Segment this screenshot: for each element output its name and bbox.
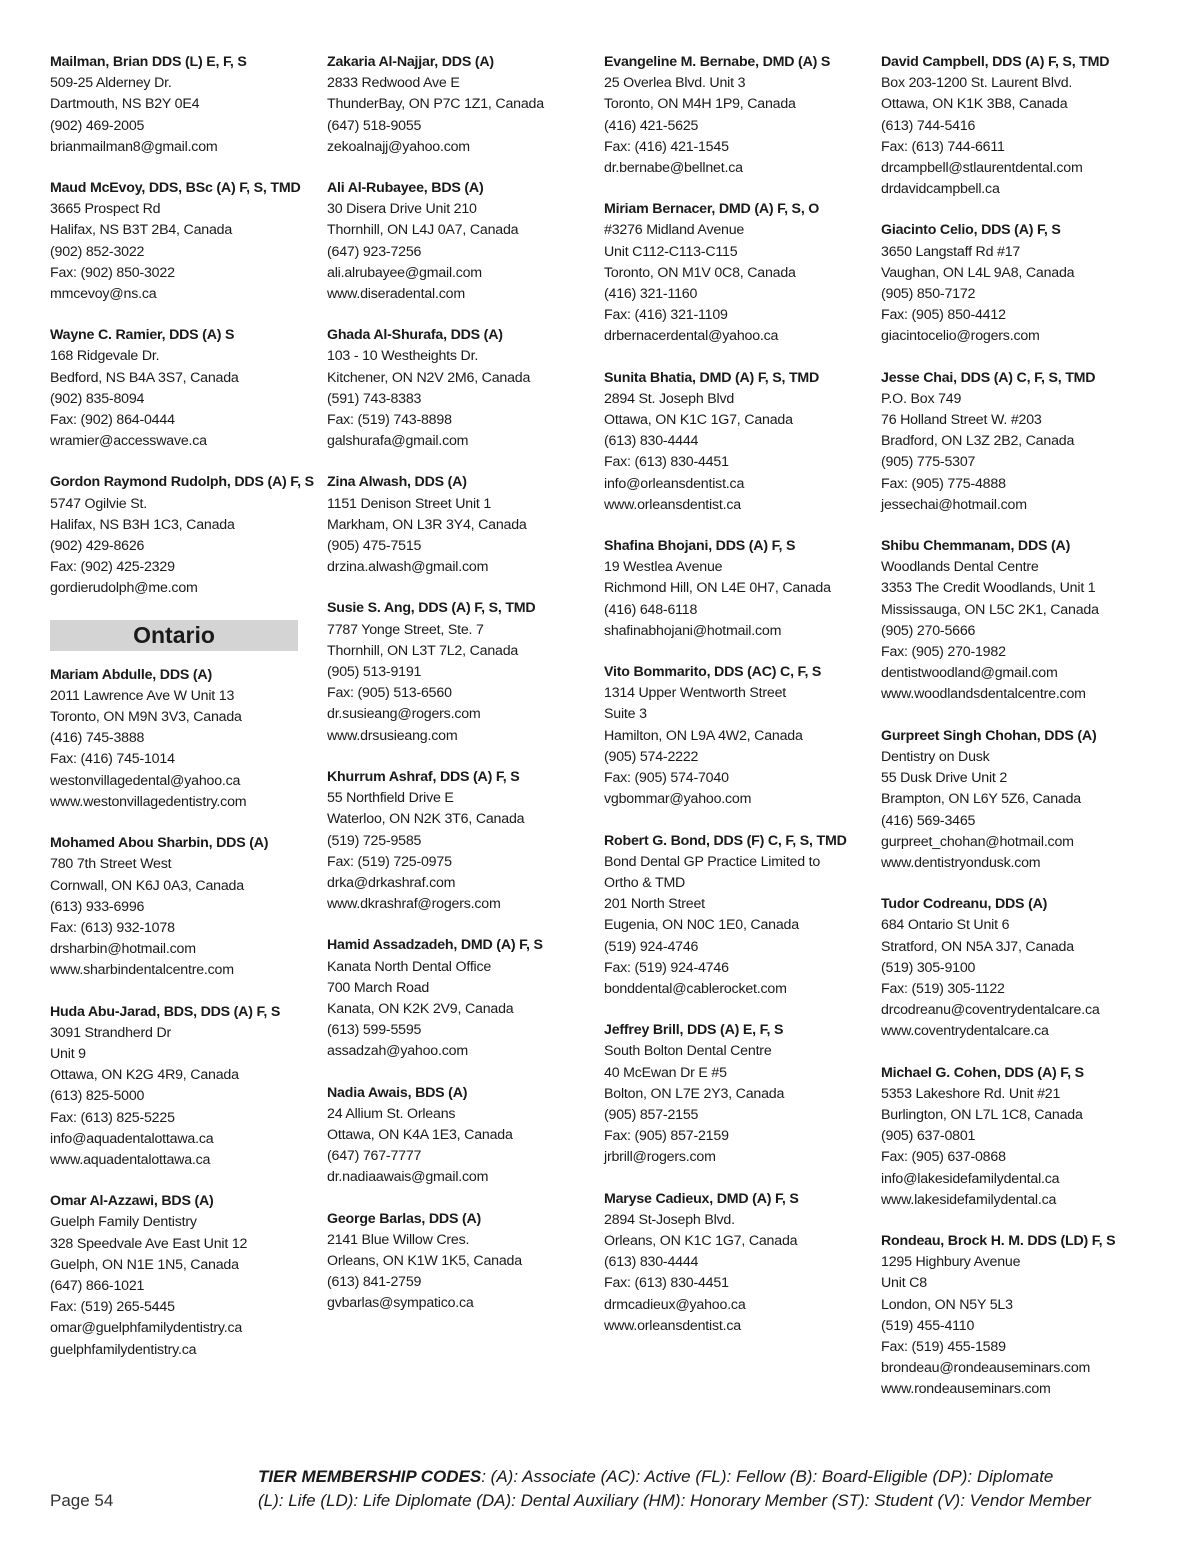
entry-detail-line: P.O. Box 749 bbox=[881, 390, 962, 407]
entry-detail-line: Fax: (613) 932-1078 bbox=[50, 919, 175, 936]
entry-detail-line: Fax: (416) 321-1109 bbox=[604, 307, 728, 324]
entry-detail-line: Waterloo, ON N2K 3T6, Canada bbox=[327, 811, 525, 828]
entry-detail-line: drbernacerdental@yahoo.ca bbox=[604, 328, 779, 345]
tier-codes-legend bbox=[258, 1465, 1158, 1513]
entry-detail-line: Thornhill, ON L4J 0A7, Canada bbox=[327, 222, 519, 239]
entry-detail-line: ThunderBay, ON P7C 1Z1, Canada bbox=[327, 96, 544, 113]
directory-entry bbox=[881, 52, 1149, 200]
region-heading: Ontario bbox=[50, 620, 298, 651]
entry-detail-line: Fax: (902) 850-3022 bbox=[50, 264, 175, 281]
entry-detail-line: (519) 455-4110 bbox=[881, 1317, 975, 1334]
entry-detail-line: 19 Westlea Avenue bbox=[604, 559, 723, 576]
entry-detail-line: Fax: (519) 265-5445 bbox=[50, 1299, 175, 1316]
entry-detail-line: dentistwoodland@gmail.com bbox=[881, 665, 1058, 682]
entry-detail-line: shafinabhojani@hotmail.com bbox=[604, 622, 782, 639]
entry-detail-line: Richmond Hill, ON L4E 0H7, Canada bbox=[604, 580, 831, 597]
entry-name: Ali Al-Rubayee, BDS (A) bbox=[327, 180, 484, 197]
entry-detail-line: Bradford, ON L3Z 2B2, Canada bbox=[881, 433, 1075, 450]
entry-name: Tudor Codreanu, DDS (A) bbox=[881, 896, 1048, 913]
entry-detail-line: (416) 321-1160 bbox=[604, 286, 698, 303]
entry-detail-line: 3665 Prospect Rd bbox=[50, 201, 161, 218]
entry-detail-line: Fax: (613) 825-5225 bbox=[50, 1109, 175, 1126]
entry-detail-line: (647) 518-9055 bbox=[327, 117, 422, 134]
entry-detail-line: 201 North Street bbox=[604, 896, 705, 913]
entry-detail-line: Fax: (905) 270-1982 bbox=[881, 644, 1006, 661]
entry-detail-line: drdavidcampbell.ca bbox=[881, 181, 1000, 198]
entry-detail-line: Fax: (905) 637-0868 bbox=[881, 1149, 1006, 1166]
entry-detail-line: (905) 637-0801 bbox=[881, 1128, 976, 1145]
directory-entry bbox=[327, 178, 595, 305]
entry-name: Gordon Raymond Rudolph, DDS (A) F, S bbox=[50, 474, 314, 491]
column-3 bbox=[604, 52, 872, 1357]
entry-detail-line: Fax: (519) 743-8898 bbox=[327, 412, 452, 429]
entry-detail-line: Unit 9 bbox=[50, 1045, 86, 1062]
entry-detail-line: dr.bernabe@bellnet.ca bbox=[604, 160, 743, 177]
entry-detail-line: drzina.alwash@gmail.com bbox=[327, 559, 489, 576]
entry-detail-line: 168 Ridgevale Dr. bbox=[50, 348, 160, 365]
column-4 bbox=[881, 52, 1149, 1421]
entry-detail-line: Toronto, ON M9N 3V3, Canada bbox=[50, 709, 242, 726]
entry-detail-line: omar@guelphfamilydentistry.ca bbox=[50, 1320, 243, 1337]
directory-entry bbox=[881, 726, 1149, 874]
directory-entry bbox=[50, 665, 318, 813]
directory-entry bbox=[604, 1020, 872, 1168]
entry-detail-line: (905) 857-2155 bbox=[604, 1106, 699, 1123]
entry-name: Jesse Chai, DDS (A) C, F, S, TMD bbox=[881, 369, 1096, 386]
entry-detail-line: gvbarlas@sympatico.ca bbox=[327, 1295, 474, 1312]
entry-detail-line: brondeau@rondeauseminars.com bbox=[881, 1360, 1091, 1377]
entry-detail-line: Fax: (519) 455-1589 bbox=[881, 1338, 1006, 1355]
entry-detail-line: 55 Northfield Drive E bbox=[327, 790, 454, 807]
entry-detail-line: London, ON N5Y 5L3 bbox=[881, 1296, 1013, 1313]
entry-detail-line: Fax: (905) 574-7040 bbox=[604, 770, 729, 787]
directory-entry bbox=[881, 220, 1149, 347]
entry-detail-line: Fax: (416) 745-1014 bbox=[50, 751, 175, 768]
entry-detail-line: www.drsusieang.com bbox=[327, 727, 458, 744]
entry-detail-line: drcodreanu@coventrydentalcare.ca bbox=[881, 1002, 1100, 1019]
directory-entry bbox=[604, 368, 872, 516]
entry-name: Mailman, Brian DDS (L) E, F, S bbox=[50, 54, 247, 70]
entry-detail-line: (519) 924-4746 bbox=[604, 938, 699, 955]
entry-detail-line: Bond Dental GP Practice Limited to bbox=[604, 853, 821, 870]
entry-detail-line: Halifax, NS B3H 1C3, Canada bbox=[50, 516, 235, 533]
entry-detail-line: (647) 767-7777 bbox=[327, 1148, 422, 1165]
entry-detail-line: zekoalnajj@yahoo.com bbox=[327, 138, 470, 155]
entry-detail-line: jessechai@hotmail.com bbox=[881, 496, 1027, 513]
column-1-after bbox=[50, 665, 318, 1361]
entry-detail-line: 24 Allium St. Orleans bbox=[327, 1105, 456, 1122]
directory-entry bbox=[50, 178, 318, 305]
entry-detail-line: 328 Speedvale Ave East Unit 12 bbox=[50, 1235, 248, 1252]
entry-detail-line: (591) 743-8383 bbox=[327, 390, 422, 407]
entry-detail-line: (416) 569-3465 bbox=[881, 812, 976, 829]
entry-name: David Campbell, DDS (A) F, S, TMD bbox=[881, 54, 1110, 70]
entry-detail-line: www.woodlandsdentalcentre.com bbox=[881, 686, 1086, 703]
column-1-before bbox=[50, 52, 318, 600]
entry-detail-line: 5747 Ogilvie St. bbox=[50, 495, 147, 512]
entry-detail-line: Mississauga, ON L5C 2K1, Canada bbox=[881, 601, 1099, 618]
entry-name: Jeffrey Brill, DDS (A) E, F, S bbox=[604, 1022, 784, 1039]
entry-detail-line: (613) 830-4444 bbox=[604, 1254, 699, 1271]
entry-detail-line: Kanata North Dental Office bbox=[327, 958, 492, 975]
entry-name: Michael G. Cohen, DDS (A) F, S bbox=[881, 1064, 1084, 1081]
entry-detail-line: 2833 Redwood Ave E bbox=[327, 75, 460, 92]
column-2-list bbox=[327, 52, 595, 1315]
entry-name: Hamid Assadzadeh, DMD (A) F, S bbox=[327, 937, 543, 954]
entry-detail-line: Fax: (519) 305-1122 bbox=[881, 980, 1005, 997]
entry-name: Huda Abu-Jarad, BDS, DDS (A) F, S bbox=[50, 1003, 281, 1020]
entry-name: Khurrum Ashraf, DDS (A) F, S bbox=[327, 768, 520, 785]
entry-detail-line: (613) 830-4444 bbox=[604, 433, 699, 450]
entry-detail-line: (613) 825-5000 bbox=[50, 1088, 145, 1105]
directory-entry bbox=[604, 52, 872, 179]
entry-detail-line: www.orleansdentist.ca bbox=[604, 1317, 741, 1334]
page-number: Page 54 bbox=[50, 1491, 114, 1510]
entry-detail-line: Ottawa, ON K1K 3B8, Canada bbox=[881, 96, 1068, 113]
entry-detail-line: Cornwall, ON K6J 0A3, Canada bbox=[50, 877, 244, 894]
entry-detail-line: drmcadieux@yahoo.ca bbox=[604, 1296, 746, 1313]
entry-detail-line: Eugenia, ON N0C 1E0, Canada bbox=[604, 917, 799, 934]
entry-detail-line: Fax: (905) 857-2159 bbox=[604, 1128, 729, 1145]
entry-detail-line: (416) 648-6118 bbox=[604, 601, 698, 618]
entry-name: George Barlas, DDS (A) bbox=[327, 1210, 482, 1227]
entry-detail-line: dr.susieang@rogers.com bbox=[327, 706, 481, 723]
entry-detail-line: Orleans, ON K1W 1K5, Canada bbox=[327, 1252, 522, 1269]
directory-entry bbox=[327, 598, 595, 746]
entry-detail-line: 7787 Yonge Street, Ste. 7 bbox=[327, 621, 484, 638]
entry-detail-line: Fax: (613) 744-6611 bbox=[881, 138, 1005, 155]
directory-entry bbox=[50, 1002, 318, 1172]
entry-name: Shafina Bhojani, DDS (A) F, S bbox=[604, 538, 796, 555]
entry-detail-line: Thornhill, ON L3T 7L2, Canada bbox=[327, 642, 519, 659]
tier-codes-text-1: : (A): Associate (AC): Active (FL): Fellow (B): Board-Eligible (DP): Diplomate bbox=[481, 1467, 1054, 1486]
entry-detail-line: drcampbell@stlaurentdental.com bbox=[881, 160, 1083, 177]
tier-codes-line-1 bbox=[258, 1465, 1158, 1489]
entry-detail-line: (613) 599-5595 bbox=[327, 1022, 422, 1039]
entry-detail-line: 2141 Blue Willow Cres. bbox=[327, 1231, 470, 1248]
entry-detail-line: galshurafa@gmail.com bbox=[327, 433, 469, 450]
entry-detail-line: (905) 475-7515 bbox=[327, 538, 422, 555]
entry-detail-line: Toronto, ON M1V 0C8, Canada bbox=[604, 264, 796, 281]
entry-detail-line: Toronto, ON M4H 1P9, Canada bbox=[604, 96, 796, 113]
entry-detail-line: 3650 Langstaff Rd #17 bbox=[881, 243, 1021, 260]
entry-name: Vito Bommarito, DDS (AC) C, F, S bbox=[604, 664, 822, 681]
entry-detail-line: Stratford, ON N5A 3J7, Canada bbox=[881, 938, 1074, 955]
entry-name: Omar Al-Azzawi, BDS (A) bbox=[50, 1193, 214, 1210]
entry-name: Sunita Bhatia, DMD (A) F, S, TMD bbox=[604, 369, 820, 386]
entry-detail-line: 76 Holland Street W. #203 bbox=[881, 412, 1042, 429]
entry-detail-line: Suite 3 bbox=[604, 706, 647, 723]
entry-name: Maryse Cadieux, DMD (A) F, S bbox=[604, 1190, 799, 1207]
entry-detail-line: giacintocelio@rogers.com bbox=[881, 328, 1040, 345]
directory-entry bbox=[50, 472, 318, 599]
directory-entry bbox=[604, 662, 872, 810]
entry-detail-line: bonddental@cablerocket.com bbox=[604, 980, 787, 997]
directory-entry bbox=[881, 1063, 1149, 1211]
directory-entry bbox=[50, 325, 318, 452]
entry-name: Susie S. Ang, DDS (A) F, S, TMD bbox=[327, 600, 536, 617]
entry-detail-line: 780 7th Street West bbox=[50, 856, 172, 873]
entry-detail-line: Woodlands Dental Centre bbox=[881, 559, 1039, 576]
entry-detail-line: www.sharbindentalcentre.com bbox=[50, 962, 234, 979]
directory-entry bbox=[327, 767, 595, 915]
directory-entry bbox=[881, 536, 1149, 706]
entry-detail-line: 1314 Upper Wentworth Street bbox=[604, 685, 787, 702]
directory-entry bbox=[327, 325, 595, 452]
entry-detail-line: www.orleansdentist.ca bbox=[604, 496, 741, 513]
entry-detail-line: Orleans, ON K1C 1G7, Canada bbox=[604, 1232, 798, 1249]
entry-detail-line: 700 March Road bbox=[327, 979, 430, 996]
entry-detail-line: Ortho & TMD bbox=[604, 874, 686, 891]
tier-codes-line-2: (L): Life (LD): Life Diplomate (DA): Dental Auxiliary (HM): Honorary Member (ST): Student (V): Vendor Member bbox=[258, 1491, 1091, 1510]
entry-name: Gurpreet Singh Chohan, DDS (A) bbox=[881, 727, 1097, 744]
entry-detail-line: Fax: (519) 725-0975 bbox=[327, 853, 452, 870]
entry-detail-line: Fax: (902) 425-2329 bbox=[50, 559, 175, 576]
entry-detail-line: Dartmouth, NS B2Y 0E4 bbox=[50, 96, 200, 113]
entry-detail-line: Fax: (613) 830-4451 bbox=[604, 454, 729, 471]
entry-detail-line: www.dkrashraf@rogers.com bbox=[327, 896, 501, 913]
entry-detail-line: www.dentistryondusk.com bbox=[881, 854, 1041, 871]
entry-detail-line: Fax: (416) 421-1545 bbox=[604, 138, 729, 155]
entry-detail-line: Fax: (905) 850-4412 bbox=[881, 307, 1006, 324]
entry-detail-line: 5353 Lakeshore Rd. Unit #21 bbox=[881, 1085, 1061, 1102]
entry-detail-line: Halifax, NS B3T 2B4, Canada bbox=[50, 222, 233, 239]
entry-detail-line: 25 Overlea Blvd. Unit 3 bbox=[604, 75, 746, 92]
entry-detail-line: Kanata, ON K2K 2V9, Canada bbox=[327, 1000, 514, 1017]
entry-detail-line: gordierudolph@me.com bbox=[50, 580, 198, 597]
entry-detail-line: #3276 Midland Avenue bbox=[604, 222, 745, 239]
directory-entry bbox=[604, 536, 872, 642]
entry-name: Miriam Bernacer, DMD (A) F, S, O bbox=[604, 201, 820, 218]
entry-name: Ghada Al-Shurafa, DDS (A) bbox=[327, 327, 503, 344]
entry-detail-line: (905) 270-5666 bbox=[881, 622, 976, 639]
entry-name: Nadia Awais, BDS (A) bbox=[327, 1084, 468, 1101]
entry-detail-line: www.coventrydentalcare.ca bbox=[881, 1023, 1049, 1040]
directory-entry bbox=[327, 1083, 595, 1189]
directory-entry bbox=[881, 894, 1149, 1042]
directory-entry bbox=[881, 1231, 1149, 1401]
entry-detail-line: Ottawa, ON K1C 1G7, Canada bbox=[604, 412, 793, 429]
entry-detail-line: 1151 Denison Street Unit 1 bbox=[327, 495, 492, 512]
entry-detail-line: drsharbin@hotmail.com bbox=[50, 941, 196, 958]
entry-detail-line: 2894 St-Joseph Blvd. bbox=[604, 1211, 735, 1228]
entry-detail-line: Bedford, NS B4A 3S7, Canada bbox=[50, 369, 239, 386]
entry-detail-line: (902) 469-2005 bbox=[50, 117, 145, 134]
entry-detail-line: drka@drkashraf.com bbox=[327, 874, 456, 891]
entry-detail-line: vgbommar@yahoo.com bbox=[604, 791, 752, 808]
entry-detail-line: Hamilton, ON L9A 4W2, Canada bbox=[604, 727, 803, 744]
entry-detail-line: mmcevoy@ns.ca bbox=[50, 286, 157, 303]
entry-name: Evangeline M. Bernabe, DMD (A) S bbox=[604, 54, 831, 70]
entry-detail-line: (416) 421-5625 bbox=[604, 117, 699, 134]
directory-entry bbox=[327, 472, 595, 578]
column-2 bbox=[327, 52, 595, 1335]
directory-entry bbox=[881, 368, 1149, 516]
entry-detail-line: brianmailman8@gmail.com bbox=[50, 138, 218, 155]
entry-detail-line: www.westonvillagedentistry.com bbox=[50, 793, 247, 810]
entry-detail-line: (519) 725-9585 bbox=[327, 832, 422, 849]
entry-name: Mohamed Abou Sharbin, DDS (A) bbox=[50, 835, 269, 852]
entry-detail-line: 40 McEwan Dr E #5 bbox=[604, 1064, 727, 1081]
entry-detail-line: Ottawa, ON K2G 4R9, Canada bbox=[50, 1067, 239, 1084]
entry-name: Robert G. Bond, DDS (F) C, F, S, TMD bbox=[604, 832, 847, 849]
directory-entry bbox=[604, 199, 872, 347]
entry-detail-line: Kitchener, ON N2V 2M6, Canada bbox=[327, 369, 531, 386]
entry-detail-line: ali.alrubayee@gmail.com bbox=[327, 264, 482, 281]
entry-detail-line: (902) 429-8626 bbox=[50, 538, 145, 555]
entry-detail-line: (902) 852-3022 bbox=[50, 243, 145, 260]
entry-detail-line: info@orleansdentist.ca bbox=[604, 475, 745, 492]
entry-detail-line: (905) 850-7172 bbox=[881, 286, 976, 303]
entry-detail-line: Burlington, ON L7L 1C8, Canada bbox=[881, 1106, 1083, 1123]
entry-detail-line: 1295 Highbury Avenue bbox=[881, 1254, 1021, 1271]
entry-detail-line: Fax: (613) 830-4451 bbox=[604, 1275, 729, 1292]
tier-codes-label: TIER MEMBERSHIP CODES bbox=[258, 1467, 482, 1486]
directory-entry bbox=[50, 833, 318, 981]
entry-detail-line: (905) 574-2222 bbox=[604, 748, 699, 765]
directory-entry bbox=[604, 1189, 872, 1337]
entry-detail-line: Ottawa, ON K4A 1E3, Canada bbox=[327, 1126, 513, 1143]
entry-detail-line: Dentistry on Dusk bbox=[881, 748, 990, 765]
column-4-list bbox=[881, 52, 1149, 1401]
directory-entry bbox=[327, 1209, 595, 1315]
entry-detail-line: (613) 933-6996 bbox=[50, 898, 145, 915]
entry-name: Maud McEvoy, DDS, BSc (A) F, S, TMD bbox=[50, 180, 301, 197]
entry-detail-line: (647) 866-1021 bbox=[50, 1277, 145, 1294]
entry-detail-line: gurpreet_chohan@hotmail.com bbox=[881, 833, 1074, 850]
entry-detail-line: Fax: (905) 513-6560 bbox=[327, 685, 452, 702]
entry-detail-line: 103 - 10 Westheights Dr. bbox=[327, 348, 479, 365]
entry-detail-line: www.diseradental.com bbox=[327, 286, 465, 303]
entry-detail-line: guelphfamilydentistry.ca bbox=[50, 1341, 197, 1358]
entry-detail-line: 2894 St. Joseph Blvd bbox=[604, 390, 735, 407]
entry-detail-line: Bolton, ON L7E 2Y3, Canada bbox=[604, 1085, 785, 1102]
entry-detail-line: (905) 775-5307 bbox=[881, 454, 976, 471]
entry-detail-line: jrbrill@rogers.com bbox=[604, 1149, 716, 1166]
entry-detail-line: www.lakesidefamilydental.ca bbox=[881, 1191, 1057, 1208]
directory-entry bbox=[327, 52, 595, 158]
entry-detail-line: 3091 Strandherd Dr bbox=[50, 1024, 172, 1041]
entry-detail-line: www.rondeauseminars.com bbox=[881, 1381, 1051, 1398]
entry-detail-line: 55 Dusk Drive Unit 2 bbox=[881, 770, 1008, 787]
entry-detail-line: Fax: (905) 775-4888 bbox=[881, 475, 1006, 492]
entry-detail-line: assadzah@yahoo.com bbox=[327, 1043, 468, 1060]
directory-entry bbox=[604, 831, 872, 1001]
entry-detail-line: 509-25 Alderney Dr. bbox=[50, 75, 172, 92]
entry-detail-line: (647) 923-7256 bbox=[327, 243, 422, 260]
entry-name: Wayne C. Ramier, DDS (A) S bbox=[50, 327, 235, 344]
entry-detail-line: 684 Ontario St Unit 6 bbox=[881, 917, 1010, 934]
entry-detail-line: Guelph Family Dentistry bbox=[50, 1214, 197, 1231]
entry-detail-line: Fax: (519) 924-4746 bbox=[604, 959, 729, 976]
entry-detail-line: wramier@accesswave.ca bbox=[50, 433, 207, 450]
entry-detail-line: (613) 744-5416 bbox=[881, 117, 976, 134]
entry-detail-line: dr.nadiaawais@gmail.com bbox=[327, 1169, 489, 1186]
entry-detail-line: 3353 The Credit Woodlands, Unit 1 bbox=[881, 580, 1096, 597]
entry-detail-line: www.aquadentalottawa.ca bbox=[50, 1151, 211, 1168]
entry-name: Giacinto Celio, DDS (A) F, S bbox=[881, 222, 1061, 239]
entry-detail-line: 30 Disera Drive Unit 210 bbox=[327, 201, 477, 218]
entry-detail-line: (416) 745-3888 bbox=[50, 730, 145, 747]
entry-detail-line: Box 203-1200 St. Laurent Blvd. bbox=[881, 75, 1073, 92]
entry-detail-line: 2011 Lawrence Ave W Unit 13 bbox=[50, 687, 235, 704]
entry-detail-line: westonvillagedental@yahoo.ca bbox=[50, 772, 241, 789]
entry-detail-line: Markham, ON L3R 3Y4, Canada bbox=[327, 516, 527, 533]
entry-name: Shibu Chemmanam, DDS (A) bbox=[881, 538, 1071, 555]
entry-name: Zakaria Al-Najjar, DDS (A) bbox=[327, 54, 494, 70]
entry-detail-line: (519) 305-9100 bbox=[881, 959, 976, 976]
column-1 bbox=[50, 52, 318, 1381]
entry-detail-line: info@lakesidefamilydental.ca bbox=[881, 1170, 1060, 1187]
entry-name: Zina Alwash, DDS (A) bbox=[327, 474, 467, 491]
entry-detail-line: Fax: (902) 864-0444 bbox=[50, 412, 175, 429]
entry-detail-line: info@aquadentalottawa.ca bbox=[50, 1130, 214, 1147]
entry-detail-line: Unit C8 bbox=[881, 1275, 927, 1292]
directory-entry bbox=[327, 935, 595, 1062]
column-3-list bbox=[604, 52, 872, 1337]
entry-detail-line: Vaughan, ON L4L 9A8, Canada bbox=[881, 264, 1075, 281]
entry-detail-line: (902) 835-8094 bbox=[50, 390, 145, 407]
directory-entry bbox=[50, 52, 318, 158]
entry-name: Mariam Abdulle, DDS (A) bbox=[50, 666, 212, 683]
entry-detail-line: Unit C112-C113-C115 bbox=[604, 243, 738, 260]
entry-detail-line: Brampton, ON L6Y 5Z6, Canada bbox=[881, 791, 1081, 808]
entry-name: Rondeau, Brock H. M. DDS (LD) F, S bbox=[881, 1232, 1116, 1249]
entry-detail-line: (905) 513-9191 bbox=[327, 664, 422, 681]
entry-detail-line: South Bolton Dental Centre bbox=[604, 1043, 772, 1060]
entry-detail-line: (613) 841-2759 bbox=[327, 1274, 422, 1291]
directory-entry bbox=[50, 1191, 318, 1361]
entry-detail-line: Guelph, ON N1E 1N5, Canada bbox=[50, 1256, 239, 1273]
